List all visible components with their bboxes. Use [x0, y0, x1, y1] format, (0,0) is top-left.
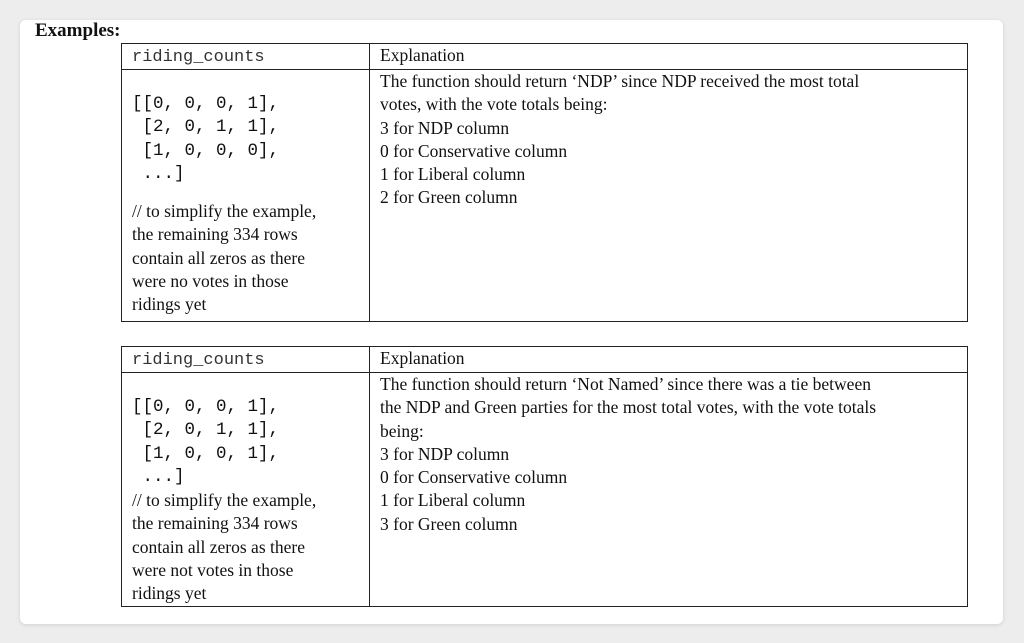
- explanation-line: 3 for NDP column: [380, 117, 510, 138]
- explanation-line: 3 for NDP column: [380, 443, 510, 464]
- example-table-2: [121, 346, 968, 607]
- note-line: the remaining 334 rows: [132, 224, 298, 245]
- note-line: were no votes in those: [132, 271, 289, 292]
- code-line: [2, 0, 1, 1],: [132, 117, 280, 138]
- note-line: contain all zeros as there: [132, 536, 305, 557]
- table-row: [122, 70, 968, 322]
- explanation-line: 1 for Liberal column: [380, 164, 526, 185]
- code-line: [1, 0, 0, 0],: [132, 140, 280, 161]
- explanation-cell: [370, 373, 968, 607]
- note-line: ridings yet: [132, 583, 207, 604]
- code-line: ...]: [132, 163, 185, 184]
- input-cell: [122, 70, 370, 322]
- example-table-1: [121, 43, 968, 322]
- table-header-row: [122, 347, 968, 373]
- explanation-line: being:: [380, 420, 424, 441]
- note-line: were not votes in those: [132, 560, 294, 581]
- explanation-line: the NDP and Green parties for the most total votes, with the vote totals: [380, 397, 877, 418]
- table-header-row: [122, 44, 968, 70]
- code-line: [2, 0, 1, 1],: [132, 420, 280, 441]
- note-line: the remaining 334 rows: [132, 513, 298, 534]
- explanation-line: 0 for Conservative column: [380, 140, 568, 161]
- table-row: [122, 373, 968, 607]
- code-line: [[0, 0, 0, 1],: [132, 94, 280, 114]
- code-line: ...]: [132, 466, 185, 487]
- note-line: contain all zeros as there: [132, 247, 305, 268]
- explanation-cell: [370, 70, 968, 322]
- header-cell-explanation: Explanation: [370, 347, 968, 373]
- note-line: // to simplify the example,: [132, 201, 317, 222]
- explanation-line: The function should return ‘Not Named’ since there was a tie between: [380, 374, 871, 394]
- header-cell-riding-counts: riding_counts: [122, 44, 370, 70]
- explanation-line: 0 for Conservative column: [380, 467, 568, 488]
- input-cell: [122, 373, 370, 607]
- header-cell-explanation: Explanation: [370, 44, 968, 70]
- explanation-line: votes, with the vote totals being:: [380, 94, 608, 115]
- explanation-line: 3 for Green column: [380, 513, 518, 534]
- examples-heading: Examples:: [35, 20, 121, 41]
- code-line: [[0, 0, 0, 1],: [132, 397, 280, 417]
- header-cell-riding-counts: riding_counts: [122, 347, 370, 373]
- explanation-line: The function should return ‘NDP’ since NDP received the most total: [380, 71, 860, 91]
- code-line: [1, 0, 0, 1],: [132, 443, 280, 464]
- note-line: // to simplify the example,: [132, 490, 317, 511]
- explanation-line: 1 for Liberal column: [380, 490, 526, 511]
- explanation-line: 2 for Green column: [380, 187, 518, 208]
- note-line: ridings yet: [132, 294, 207, 315]
